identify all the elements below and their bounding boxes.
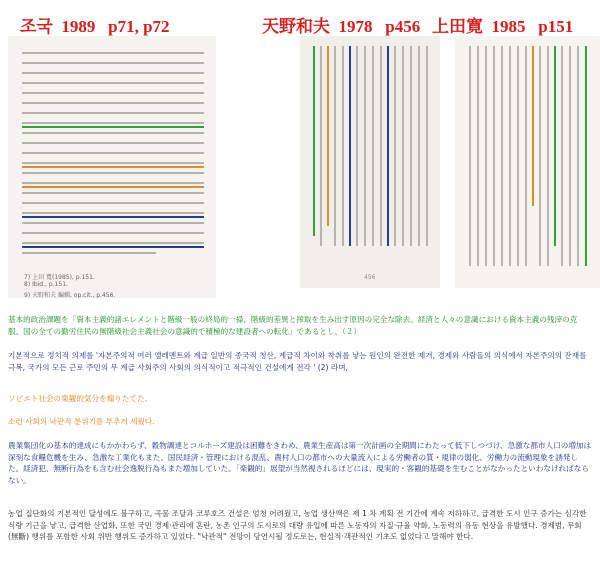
paragraph-3-japanese: 農業集団化の基本的達成にもかかわらず、穀物調達とコルホーズ建設は困難をきわめ、農業生産高は第一次計画の全期間にわたって低下しつづけ、急激な都市人口の増加は深刻な食糧危機を生み、急激な工業化もまた、国民経済・管理における混乱、農村人口の都市への大量流入による労働者の質・規律の弱化、労働力の流動現象を誘発した。経済犯、無断行為をも含む社会逸脱行為もまた増加していた。「楽観的」展望が当然視されるほどには、現実的・客観的基礎を生むことがなかったといわなければならない。 [8, 441, 592, 485]
page-number: 456 [364, 274, 376, 281]
paragraph-2-japanese: ソビエト社会の楽観的気分を煽りたてた。 [8, 394, 153, 403]
japanese-page-scan-amano [300, 36, 440, 288]
footnote: 8) Ibid., p.151. [24, 281, 68, 288]
header-pages: p71, p72 [108, 17, 170, 36]
footnote: 9) 天野和夫 編輯, op.cit., p.456. [24, 292, 116, 298]
footnote: 7) 上田 寬(1985), p.151. [24, 274, 95, 281]
header-pages: p456 [385, 17, 421, 36]
header-author: 上田寛 [432, 17, 483, 36]
japanese-page-scan-ueda [455, 36, 600, 288]
paragraph-1-japanese: 基本的政治課題を「資本主義的諸エレメントと階級一般の終局的一掃、階級的差異と搾取を生み出す原因の完全な除去、経済と人々の意識における資本主義の残滓の克服、国の全ての勤労住民の無階級社会主義社会の意識的で積極的な建設者への転化」であるとし、（２） [8, 315, 578, 336]
header-author: 조국 [20, 17, 53, 36]
header-year: 1989 [61, 17, 96, 36]
korean-page-scan [8, 36, 216, 298]
header-year: 1985 [491, 17, 526, 36]
citation-header-ueda [432, 12, 573, 37]
header-author: 天野和夫 [262, 17, 330, 36]
citation-header-cho [20, 12, 170, 37]
paragraph-1-korean: 기본적으로 정치적 의제를 '자본주의적 여러 엘레멘트와 계급 일반의 종국적 청산, 계급적 차이와 착취를 낳는 원인의 완전한 제거, 경제와 사람들의 의식에서 자본주의의 잔재를 극복, 국가의 모든 근로 주민의 무 계급 사회주의 사회의 의식적이고 적극적인 건설에게 전각 ' (2) 라며, [8, 351, 587, 372]
paragraph-4-korean: 농업 집단화의 기본적인 달성에도 불구하고, 곡물 조달과 코루호즈 건설은 엄청 어려웠고, 농업 생산액은 제 1 차 계획 전 기간에 계속 저하하고, 급격한 도시 인구 증가는 심각한 식량 기근을 낳고, 급격한 산업화, 또한 국민 경제·관리에 혼란, 농촌 인구의 도시로의 대량 유입에 따른 노동자의 자질·규율 약화, 노동력의 유동 현상을 유발했다. 경제범, 무회(無斷) 행위를 포함한 사회 위반 행위도 증가하고 있었다. "낙관적" 전망이 당연시될 정도로는, 현실적·객관적인 기초도 없었다고 말해야 한다. [8, 509, 587, 541]
paragraph-2-korean: 소련 사회의 낙관적 분위기를 부추겨 세웠다. [8, 417, 155, 426]
citation-header-amano [262, 12, 420, 37]
header-pages: p151 [538, 17, 574, 36]
header-year: 1978 [338, 17, 373, 36]
